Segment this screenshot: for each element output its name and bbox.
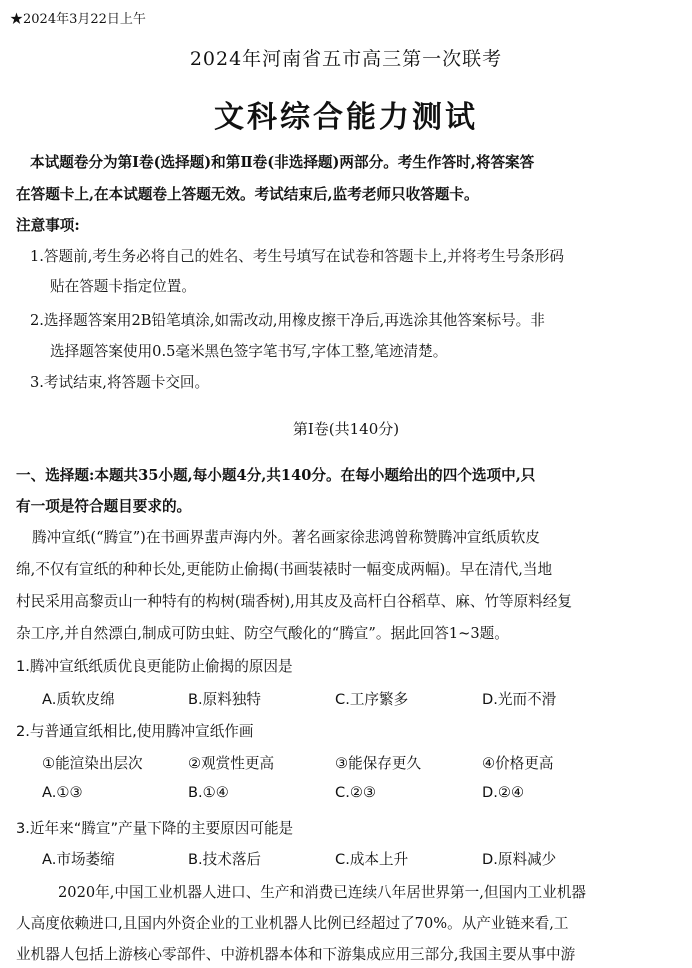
exam-date: ★2024年3月22日上午 xyxy=(10,12,146,27)
passage-1-line-2: 绵,不仅有宣纸的种种长处,更能防止偷揭(书画装裱时一幅变成两幅)。早在清代,当地 xyxy=(16,561,553,578)
question-3-option-b: B.技术落后 xyxy=(188,851,262,868)
section-instruction-line-2: 有一项是符合题目要求的。 xyxy=(16,498,192,515)
intro-line-1: 本试题卷分为第Ⅰ卷(选择题)和第Ⅱ卷(非选择题)两部分。考生作答时,将答案答 xyxy=(30,154,535,171)
exam-title: 2024年河南省五市高三第一次联考 xyxy=(189,48,503,70)
question-3-stem: 3.近年来“腾宣”产量下降的主要原因可能是 xyxy=(16,820,294,837)
question-2-item-1: ①能渲染出层次 xyxy=(42,755,143,772)
notes-heading: 注意事项: xyxy=(16,217,80,234)
note-1-line-1: 1.答题前,考生务必将自己的姓名、考生号填写在试卷和答题卡上,并将考生号条形码 xyxy=(30,248,564,265)
question-1-option-a: A.质软皮绵 xyxy=(42,691,115,708)
question-3-option-c: C.成本上升 xyxy=(335,851,409,868)
section-title: 第Ⅰ卷(共140分) xyxy=(292,420,400,438)
question-2-stem: 2.与普通宣纸相比,使用腾冲宣纸作画 xyxy=(16,723,254,740)
question-3-option-d: D.原料减少 xyxy=(482,851,557,868)
question-3-option-a: A.市场萎缩 xyxy=(42,851,115,868)
passage-2-line-1: 2020年,中国工业机器人进口、生产和消费已连续八年居世界第一,但国内工业机器 xyxy=(58,884,587,901)
intro-line-2: 在答题卡上,在本试题卷上答题无效。考试结束后,监考老师只收答题卡。 xyxy=(16,186,479,203)
question-1-option-d: D.光而不滑 xyxy=(482,691,557,708)
question-2-item-4: ④价格更高 xyxy=(482,755,554,772)
passage-1-line-4: 杂工序,并自然漂白,制成可防虫蛀、防空气酸化的“腾宣”。据此回答1~3题。 xyxy=(16,625,509,642)
passage-1-line-3: 村民采用高黎贡山一种特有的构树(瑞香树),用其皮及高杆白谷稻草、麻、竹等原料经复 xyxy=(16,593,572,610)
question-2-option-a: A.①③ xyxy=(42,784,83,801)
note-2-line-1: 2.选择题答案用2B铅笔填涂,如需改动,用橡皮擦干净后,再选涂其他答案标号。非 xyxy=(30,312,545,329)
section-instruction-line-1: 一、选择题:本题共35小题,每小题4分,共140分。在每小题给出的四个选项中,只 xyxy=(16,467,536,484)
question-1-stem: 1.腾冲宣纸纸质优良更能防止偷揭的原因是 xyxy=(16,658,293,675)
passage-2-line-3: 业机器人包括上游核心零部件、中游机器本体和下游集成应用三部分,我国主要从事中游 xyxy=(16,946,576,963)
question-2-item-3: ③能保存更久 xyxy=(335,755,422,772)
note-2-line-2: 选择题答案使用0.5毫米黑色签字笔书写,字体工整,笔迹清楚。 xyxy=(50,343,448,360)
question-2-item-2: ②观赏性更高 xyxy=(188,755,275,772)
note-3: 3.考试结束,将答题卡交回。 xyxy=(30,374,210,391)
question-2-option-c: C.②③ xyxy=(335,784,376,801)
question-2-option-b: B.①④ xyxy=(188,784,229,801)
subject-title: 文科综合能力测试 xyxy=(214,100,478,135)
question-2-option-d: D.②④ xyxy=(482,784,525,801)
note-1-line-2: 贴在答题卡指定位置。 xyxy=(50,278,196,295)
question-1-option-c: C.工序繁多 xyxy=(335,691,409,708)
question-1-option-b: B.原料独特 xyxy=(188,691,262,708)
passage-1-line-1: 腾冲宣纸(“腾宣”)在书画界蜚声海内外。著名画家徐悲鸿曾称赞腾冲宣纸质软皮 xyxy=(32,529,540,546)
passage-2-line-2: 人高度依赖进口,且国内外资企业的工业机器人比例已经超过了70%。从产业链来看,工 xyxy=(16,915,569,932)
